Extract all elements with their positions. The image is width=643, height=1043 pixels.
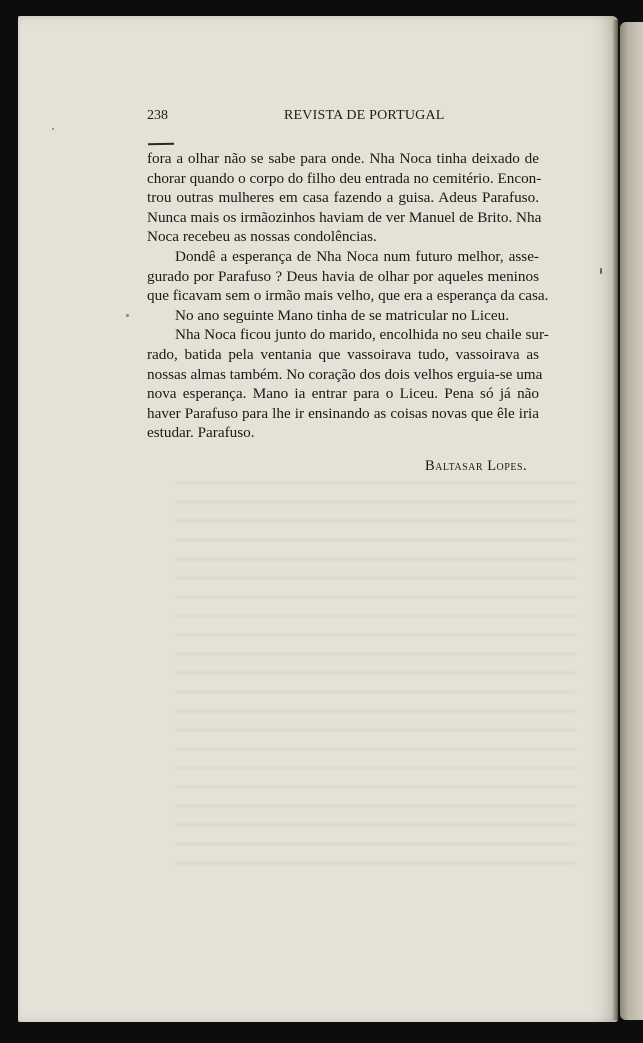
text-line: Noca recebeu as nossas condolências. xyxy=(147,228,377,246)
text-line: gurado por Parafuso ? Deus havia de olhar por aqueles meninos xyxy=(147,267,539,285)
text-line: trou outras mulheres em casa fazendo a guisa. Adeus Parafuso. xyxy=(147,189,539,207)
text-line: estudar. Parafuso. xyxy=(147,424,255,442)
running-head xyxy=(147,108,537,128)
text-line: nova esperança. Mano ia entrar para o Liceu. Pena só já não xyxy=(147,385,539,403)
text-line: fora a olhar não se sabe para onde. Nha Noca tinha deixado de xyxy=(147,150,539,167)
journal-title: REVISTA DE PORTUGAL xyxy=(284,108,445,123)
text-line: No ano seguinte Mano tinha de se matricular no Liceu. xyxy=(175,306,510,324)
adjacent-page-edge xyxy=(620,22,643,1020)
speck xyxy=(600,268,602,274)
show-through-text xyxy=(175,470,575,870)
text-line: chorar quando o corpo do filho deu entrada no cemitério. Encon- xyxy=(147,169,542,187)
text-line: rado, batida pela ventania que vassoirava tudo, vassoirava as xyxy=(147,345,539,363)
text-line: Nha Noca ficou junto do marido, encolhida no seu chaile sur- xyxy=(175,326,549,344)
text-line: nossas almas também. No coração dos dois velhos erguia-se uma xyxy=(147,365,543,383)
speck xyxy=(52,128,54,130)
text-line: que ficavam sem o irmão mais velho, que era a esperança da casa. xyxy=(147,287,549,305)
text-line: Nunca mais os irmãozinhos haviam de ver Manuel de Brito. Nha xyxy=(147,208,542,226)
page-number: 238 xyxy=(147,108,168,123)
text-line: haver Parafuso para lhe ir ensinando as coisas novas que êle iria xyxy=(147,404,539,422)
text-line: Dondê a esperança de Nha Noca num futuro melhor, asse- xyxy=(175,247,539,265)
article-body xyxy=(147,149,549,443)
speck xyxy=(126,314,129,317)
author-signature: Baltasar Lopes. xyxy=(425,458,528,474)
